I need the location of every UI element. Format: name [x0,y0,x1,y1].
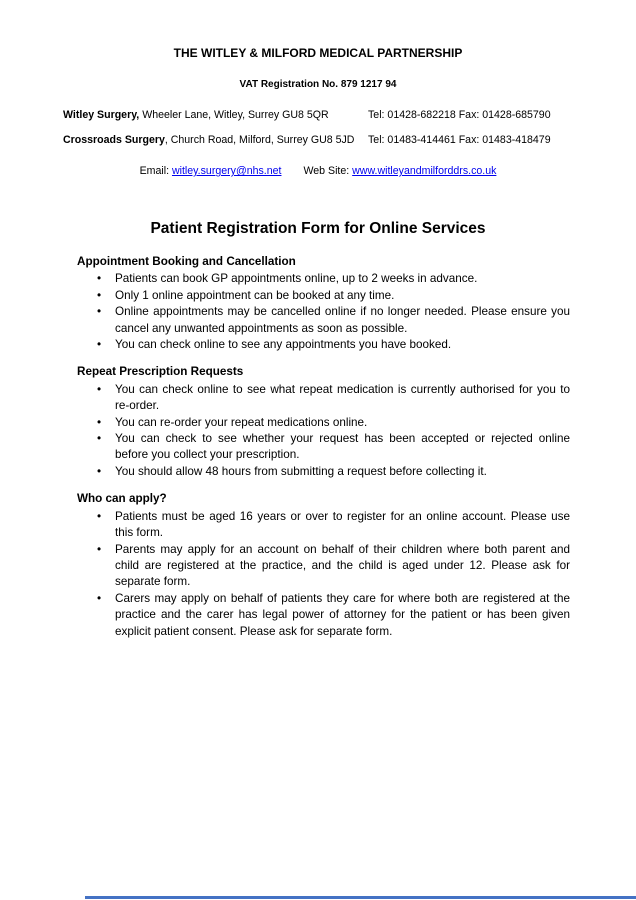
contact-line [0,165,636,178]
bullet-item [77,591,570,640]
bullet-item [77,415,570,431]
bullet-icon: • [97,464,102,478]
bullet-icon: • [97,542,102,556]
bullet-item [77,337,570,353]
crossroads-surgery-name: Crossroads Surgery [63,134,165,146]
witley-surgery-name: Witley Surgery, [63,109,140,121]
letterhead [0,46,636,178]
website-group [303,165,496,178]
bullet-list [77,382,570,480]
bullet-text: Patients must be aged 16 years or over to register for an online account. Please use this form. [115,509,570,540]
section-heading-appointment-booking: Appointment Booking and Cancellation [77,255,296,268]
email-group [140,165,282,178]
bullet-item [77,431,570,464]
crossroads-surgery-address [63,134,368,147]
bullet-item [77,542,570,591]
bullet-item [77,464,570,480]
section-appointment-booking [77,254,570,353]
bullet-text: Parents may apply for an account on behalf of their children where both parent and child are registered at the practice, and the child is aged under 12. Please ask for separate form. [115,542,570,589]
bullet-item [77,288,570,304]
section-heading-who-can-apply: Who can apply? [77,492,167,506]
bullet-text: You can check to see whether your request has been accepted or rejected online before you collect your prescription. [115,432,570,462]
bullet-icon: • [97,591,102,605]
bullet-item [77,271,570,287]
witley-surgery-street: Wheeler Lane, Witley, Surrey GU8 5QR [139,109,329,121]
bullet-list [77,509,570,640]
crossroads-surgery-phone: Tel: 01483-414461 Fax: 01483-418479 [368,134,551,146]
witley-surgery-address [63,109,368,122]
bullet-icon: • [97,509,102,523]
surgery-row-witley [63,109,596,122]
bullet-icon: • [97,432,102,446]
bullet-text: You can re-order your repeat medications online. [115,415,368,429]
bullet-text: You should allow 48 hours from submitting a request before collecting it. [115,464,487,478]
bullet-text: Online appointments may be cancelled online if no longer needed. Please ensure you cancel any unwanted appointments as soon as possible. [115,305,570,335]
email-link[interactable]: witley.surgery@nhs.net [171,165,282,177]
practice-name: THE WITLEY & MILFORD MEDICAL PARTNERSHIP [173,46,463,60]
vat-registration: VAT Registration No. 879 1217 94 [239,79,397,90]
witley-surgery-phone: Tel: 01428-682218 Fax: 01428-685790 [368,109,551,121]
bullet-icon: • [97,305,102,319]
email-label: Email: [139,165,170,177]
bullet-text: Only 1 online appointment can be booked at any time. [115,288,395,302]
page-title: Patient Registration Form for Online Services [150,220,486,237]
section-heading-repeat-prescriptions: Repeat Prescription Requests [77,365,244,379]
bullet-text: You can check online to see any appointments you have booked. [115,338,452,352]
bullet-text: You can check online to see what repeat medication is currently authorised for you to re-order. [115,382,570,413]
bullet-icon: • [97,338,102,352]
bullet-item [77,304,570,337]
website-link[interactable]: www.witleyandmilforddrs.co.uk [352,165,497,177]
surgery-row-crossroads [63,134,596,147]
bullet-list [77,271,570,353]
bullet-item [77,509,570,542]
bullet-icon: • [97,288,102,302]
document-body [77,254,570,640]
bullet-text: Carers may apply on behalf of patients they care for where both are registered at the practice and the carer has legal power of attorney for the patient or has been given explicit patient consent. Please ask for separate form. [115,591,570,638]
bullet-icon: • [97,415,102,429]
bullet-text: Patients can book GP appointments online, up to 2 weeks in advance. [115,272,478,286]
website-label: Web Site: [303,165,350,177]
bullet-icon: • [97,272,102,286]
bullet-icon: • [97,382,102,396]
section-repeat-prescriptions [77,364,570,480]
cropped-table-top-border [85,896,636,899]
section-who-can-apply [77,491,570,640]
crossroads-surgery-street: , Church Road, Milford, Surrey GU8 5JD [164,134,355,146]
bullet-item [77,382,570,415]
